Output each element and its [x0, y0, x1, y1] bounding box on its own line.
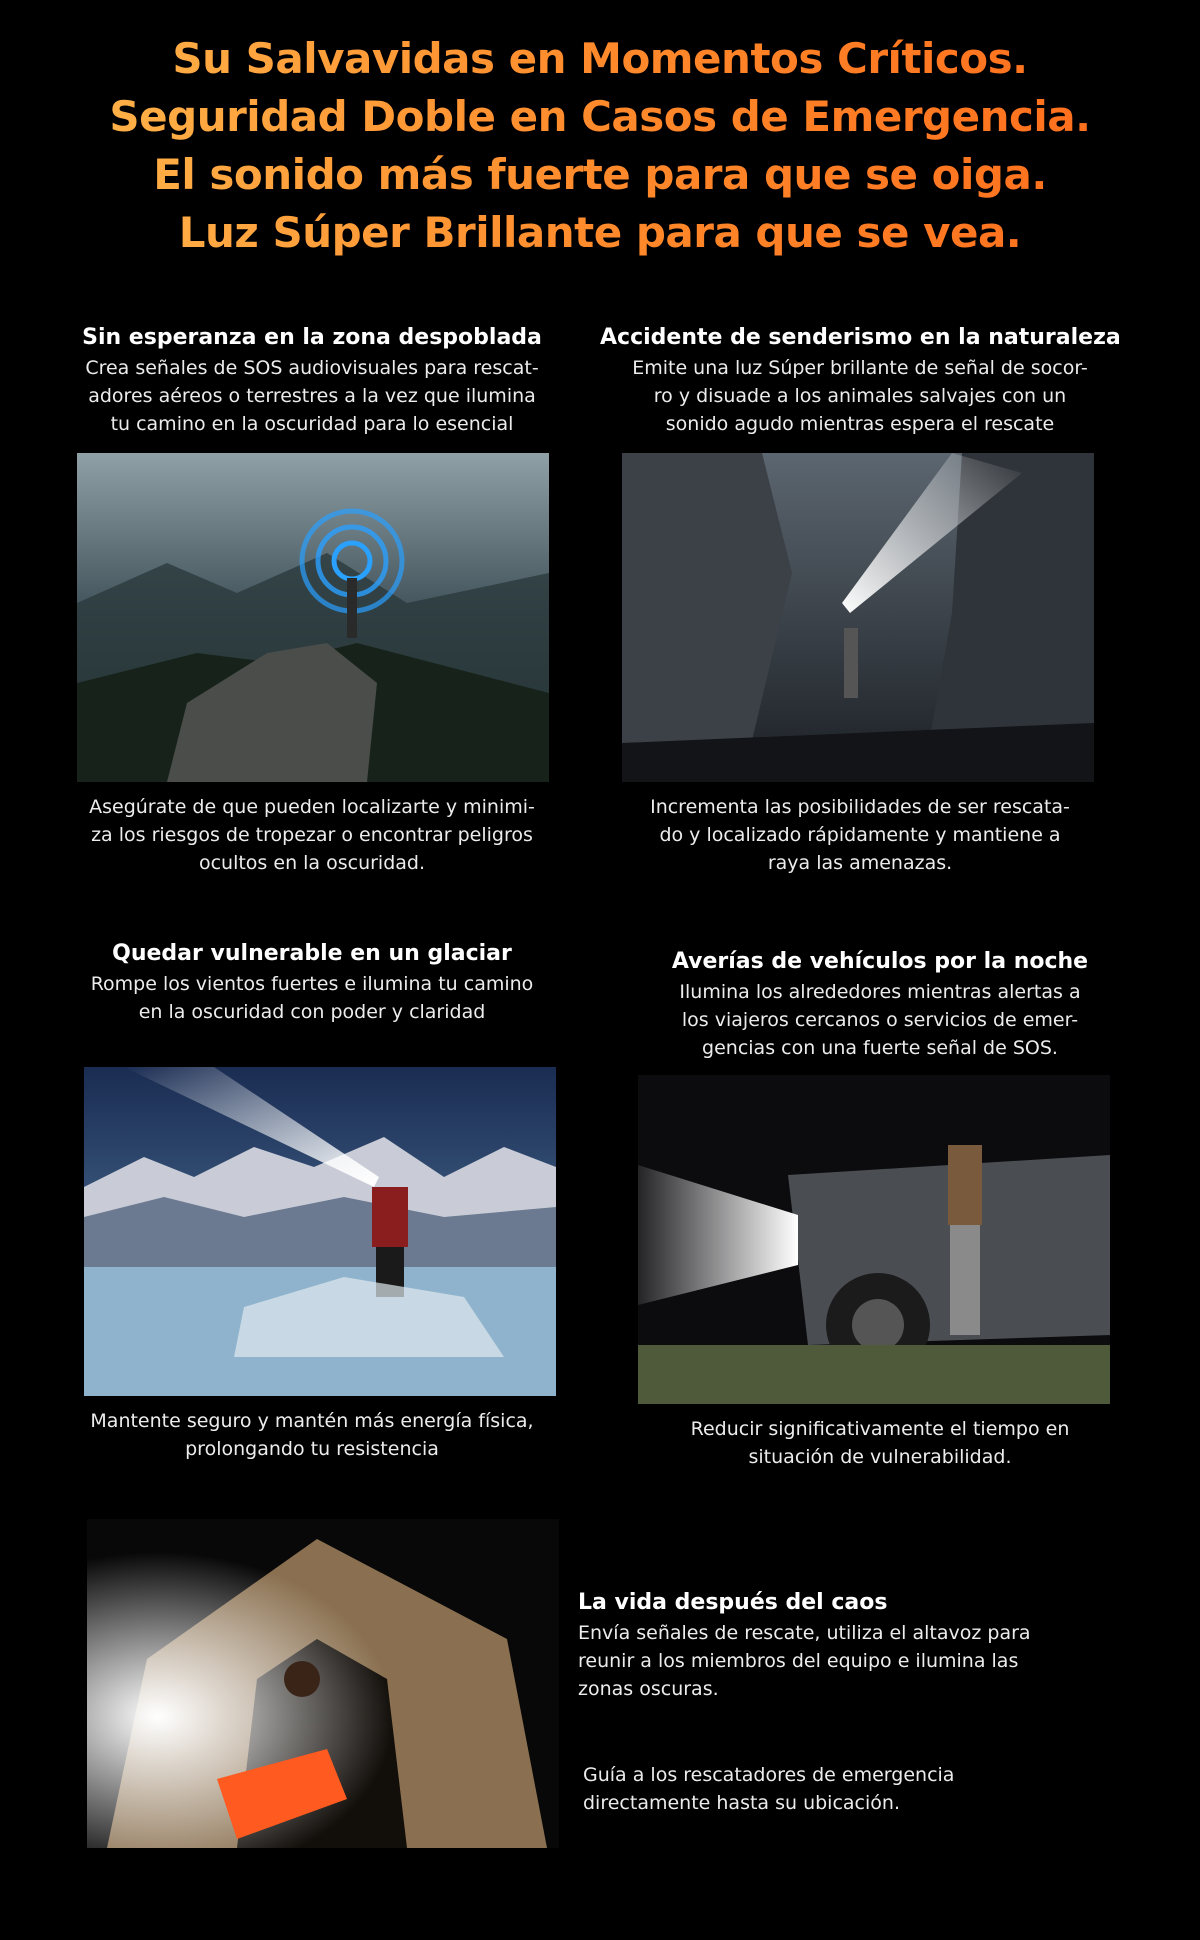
desert-text-2: adores aéreos o terrestres a la vez que ilumina [88, 385, 536, 407]
hero-line-1: Su Salvavidas en Momentos Críticos. [0, 30, 1200, 88]
vehicle-text-3: gencias con una fuerte señal de SOS. [702, 1037, 1058, 1059]
hiking-text-2: ro y disuade a los animales salvajes con un [653, 385, 1067, 407]
glacier-title: Quedar vulnerable en un glaciar [112, 941, 512, 966]
glacier-section-header [52, 938, 572, 1026]
desert-caption-3: ocultos en la oscuridad. [198, 852, 426, 874]
vehicle-caption-1: Reducir significativamente el tiempo en [690, 1418, 1070, 1440]
glacier-caption [52, 1407, 572, 1463]
vehicle-text-2: los viajeros cercanos o servicios de emer- [681, 1009, 1079, 1031]
aftermath-caption [583, 1761, 1143, 1817]
desert-caption-1: Asegúrate de que pueden localizarte y minimi- [89, 796, 535, 818]
glacier-caption-2: prolongando tu resistencia [185, 1438, 439, 1460]
hero-line-3: El sonido más fuerte para que se oiga. [0, 146, 1200, 204]
aftermath-caption-2: directamente hasta su ubicación. [583, 1792, 900, 1814]
hiking-caption [600, 793, 1120, 877]
hiking-caption-1: Incrementa las posibilidades de ser rescata- [650, 796, 1070, 818]
hiking-caption-2: do y localizado rápidamente y mantiene a [659, 824, 1061, 846]
vehicle-photo [638, 1075, 1110, 1404]
hero-heading [0, 30, 1200, 262]
tent-photo [87, 1519, 559, 1848]
desert-caption-2: za los riesgos de tropezar o encontrar peligros [91, 824, 533, 846]
hiking-photo [622, 453, 1094, 782]
hiking-text-1: Emite una luz Súper brillante de señal de socor- [632, 357, 1088, 379]
aftermath-section-header [578, 1587, 1138, 1703]
vehicle-section-header [620, 946, 1140, 1062]
vehicle-caption-2: situación de vulnerabilidad. [748, 1446, 1012, 1468]
desert-caption [52, 793, 572, 877]
aftermath-caption-1: Guía a los rescatadores de emergencia [583, 1764, 955, 1786]
desert-section-header [52, 322, 572, 438]
desert-photo [77, 453, 549, 782]
vehicle-title: Averías de vehículos por la noche [671, 949, 1089, 974]
hiking-title: Accidente de senderismo en la naturaleza [600, 325, 1121, 350]
aftermath-title: La vida después del caos [578, 1590, 888, 1615]
hiking-section-header [600, 322, 1120, 438]
vehicle-caption [620, 1415, 1140, 1471]
desert-text-3: tu camino en la oscuridad para lo esencial [110, 413, 514, 435]
hiking-caption-3: raya las amenazas. [767, 852, 953, 874]
desert-title: Sin esperanza en la zona despoblada [82, 325, 542, 350]
glacier-photo [84, 1067, 556, 1396]
aftermath-text-1: Envía señales de rescate, utiliza el altavoz para [578, 1622, 1031, 1644]
glacier-text-2: en la oscuridad con poder y claridad [138, 1001, 486, 1023]
aftermath-text-3: zonas oscuras. [578, 1678, 719, 1700]
hiking-text-3: sonido agudo mientras espera el rescate [665, 413, 1055, 435]
hero-line-4: Luz Súper Brillante para que se vea. [0, 204, 1200, 262]
glacier-caption-1: Mantente seguro y mantén más energía física, [90, 1410, 534, 1432]
hero-line-2: Seguridad Doble en Casos de Emergencia. [0, 88, 1200, 146]
vehicle-text-1: Ilumina los alrededores mientras alertas a [679, 981, 1081, 1003]
desert-text-1: Crea señales de SOS audiovisuales para rescat- [85, 357, 539, 379]
aftermath-text-2: reunir a los miembros del equipo e ilumina las [578, 1650, 1019, 1672]
glacier-text-1: Rompe los vientos fuertes e ilumina tu camino [90, 973, 534, 995]
